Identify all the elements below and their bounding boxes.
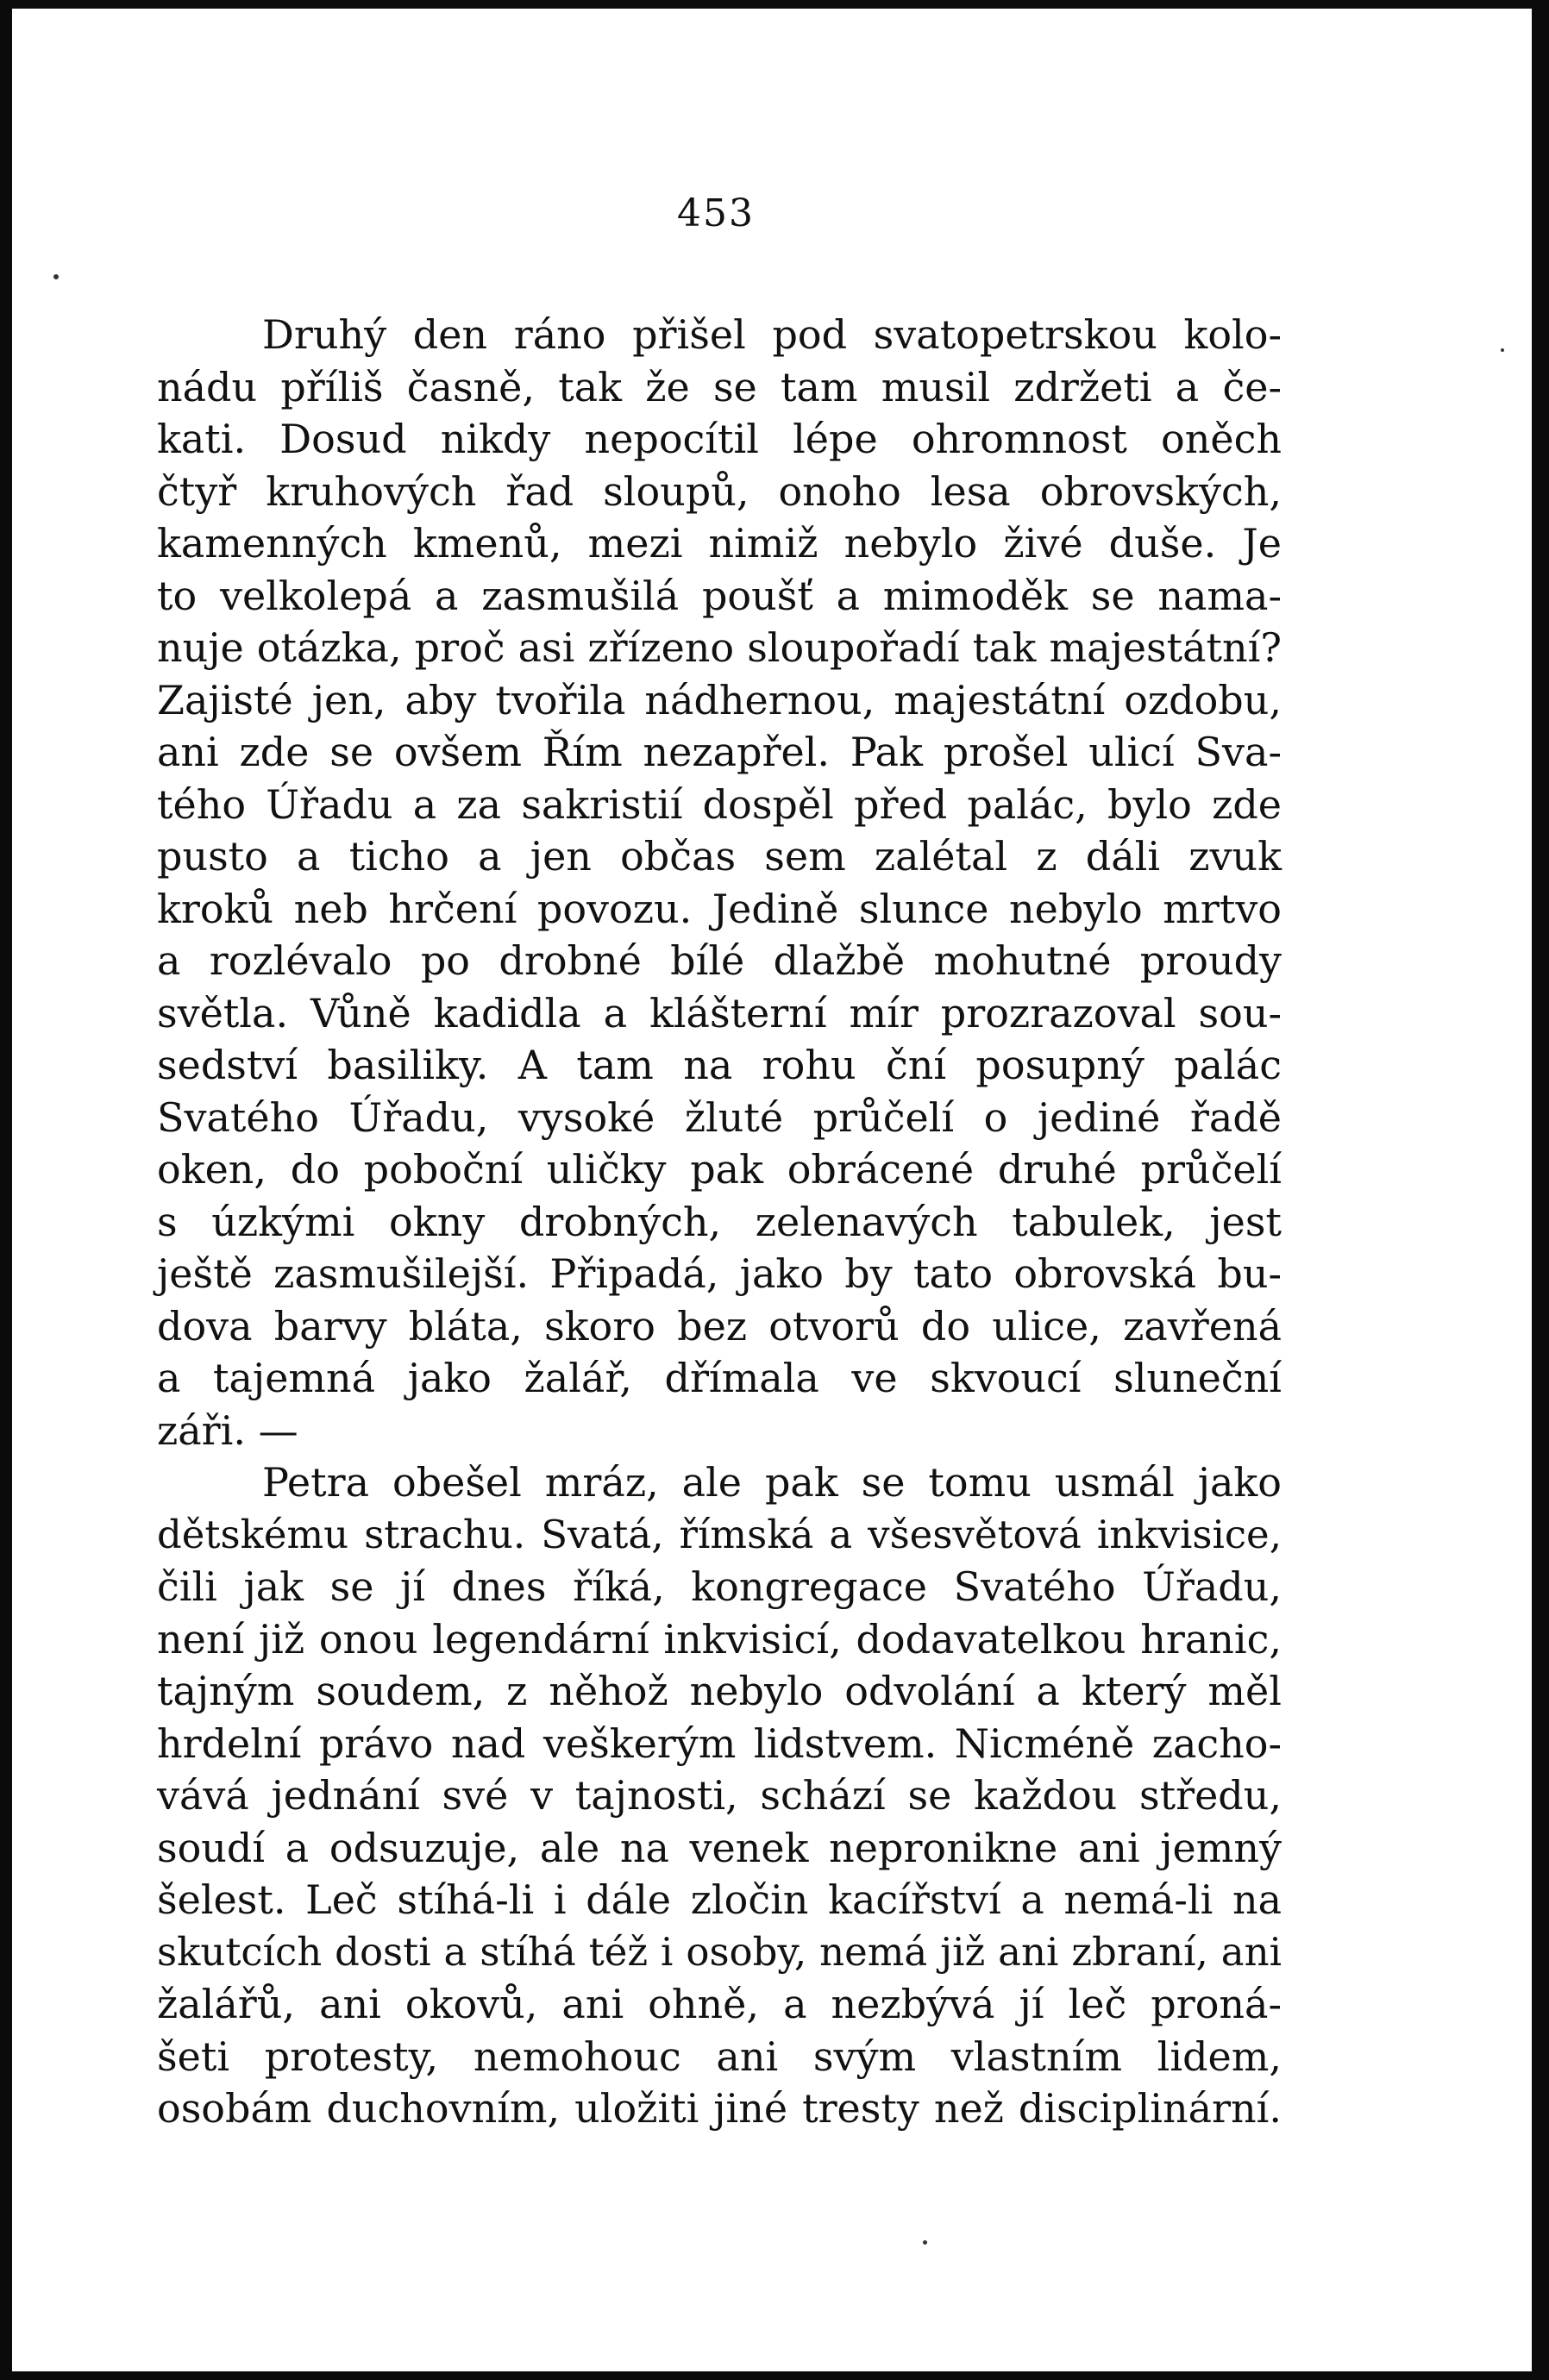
- text-line: vává jednání své v tajnosti, schází se každou středu,: [157, 1772, 1282, 1819]
- text-line: kamenných kmenů, mezi nimiž nebylo živé duše. Je: [157, 520, 1282, 567]
- text-line: hrdelní právo nad veškerým lidstvem. Nicméně zacho-: [157, 1719, 1282, 1767]
- text-line: není již onou legendární inkvisicí, dodavatelkou hranic,: [157, 1615, 1282, 1663]
- text-line: skutcích dosti a stíhá též i osoby, nemá již ani zbraní, ani: [157, 1928, 1282, 1975]
- text-line: tajným soudem, z něhož nebylo odvolání a který měl: [157, 1668, 1282, 1714]
- text-line: sedství basiliky. A tam na rohu ční posupný palác: [157, 1042, 1282, 1088]
- text-line: žalářů, ani okovů, ani ohně, a nezbývá jí leč proná-: [157, 1981, 1282, 2027]
- text-line: soudí a odsuzuje, ale na venek nepronikne ani jemný: [157, 1824, 1282, 1871]
- text-line: Druhý den ráno přišel pod svatopetrskou kolo-: [262, 311, 1282, 358]
- text-line: s úzkými okny drobných, zelenavých tabulek, jest: [157, 1198, 1282, 1245]
- scan-speck: [1501, 348, 1504, 352]
- body-text: [157, 309, 1282, 2135]
- text-line: to velkolepá a zasmušilá poušť a mimoděk se nama-: [157, 572, 1282, 619]
- text-line: ani zde se ovšem Řím nezapřel. Pak prošel ulicí Sva-: [157, 729, 1282, 775]
- text-line: šeti protesty, nemohouc ani svým vlastním lidem,: [157, 2032, 1282, 2080]
- text-line: dova barvy bláta, skoro bez otvorů do ulice, zavřená: [157, 1302, 1282, 1350]
- text-line: Petra obešel mráz, ale pak se tomu usmál jako: [262, 1459, 1282, 1506]
- text-line: nádu příliš časně, tak že se tam musil zdržeti a če-: [157, 363, 1282, 410]
- text-line: záři. —: [157, 1406, 298, 1454]
- text-line: dětskému strachu. Svatá, římská a všesvětová inkvisice,: [157, 1511, 1282, 1557]
- text-line: a tajemná jako žalář, dřímala ve skvoucí sluneční: [157, 1355, 1282, 1401]
- text-line: tého Úřadu a za sakristií dospěl před palác, bylo zde: [157, 780, 1282, 828]
- scan-speck: [53, 274, 59, 279]
- text-line: Zajisté jen, aby tvořila nádhernou, majestátní ozdobu,: [157, 676, 1282, 723]
- text-line: čtyř kruhových řad sloupů, onoho lesa obrovských,: [157, 467, 1282, 515]
- text-line: a rozlévalo po drobné bílé dlažbě mohutné proudy: [157, 937, 1282, 984]
- text-line: pusto a ticho a jen občas sem zalétal z dáli zvuk: [157, 833, 1282, 880]
- text-line: oken, do poboční uličky pak obrácené druhé průčelí: [157, 1146, 1282, 1193]
- scan-speck: [923, 2240, 927, 2245]
- text-line: kroků neb hrčení povozu. Jedině slunce nebylo mrtvo: [157, 885, 1282, 932]
- text-line: světla. Vůně kadidla a klášterní mír prozrazoval sou-: [157, 989, 1282, 1037]
- text-line: šelest. Leč stíhá-li i dále zločin kacířství a nemá-li na: [157, 1876, 1282, 1923]
- text-line: kati. Dosud nikdy nepocítil lépe ohromnost oněch: [157, 416, 1282, 462]
- text-line: osobám duchovním, uložiti jiné tresty než disciplinární.: [157, 2085, 1282, 2132]
- text-line: nuje otázka, proč asi zřízeno sloupořadí tak majestátní?: [157, 624, 1282, 671]
- page-number: 453: [677, 191, 755, 235]
- text-line: čili jak se jí dnes říká, kongregace Svatého Úřadu,: [157, 1563, 1282, 1610]
- text-line: ještě zasmušilejší. Připadá, jako by tato obrovská bu-: [157, 1250, 1282, 1297]
- text-line: Svatého Úřadu, vysoké žluté průčelí o jediné řadě: [157, 1093, 1282, 1141]
